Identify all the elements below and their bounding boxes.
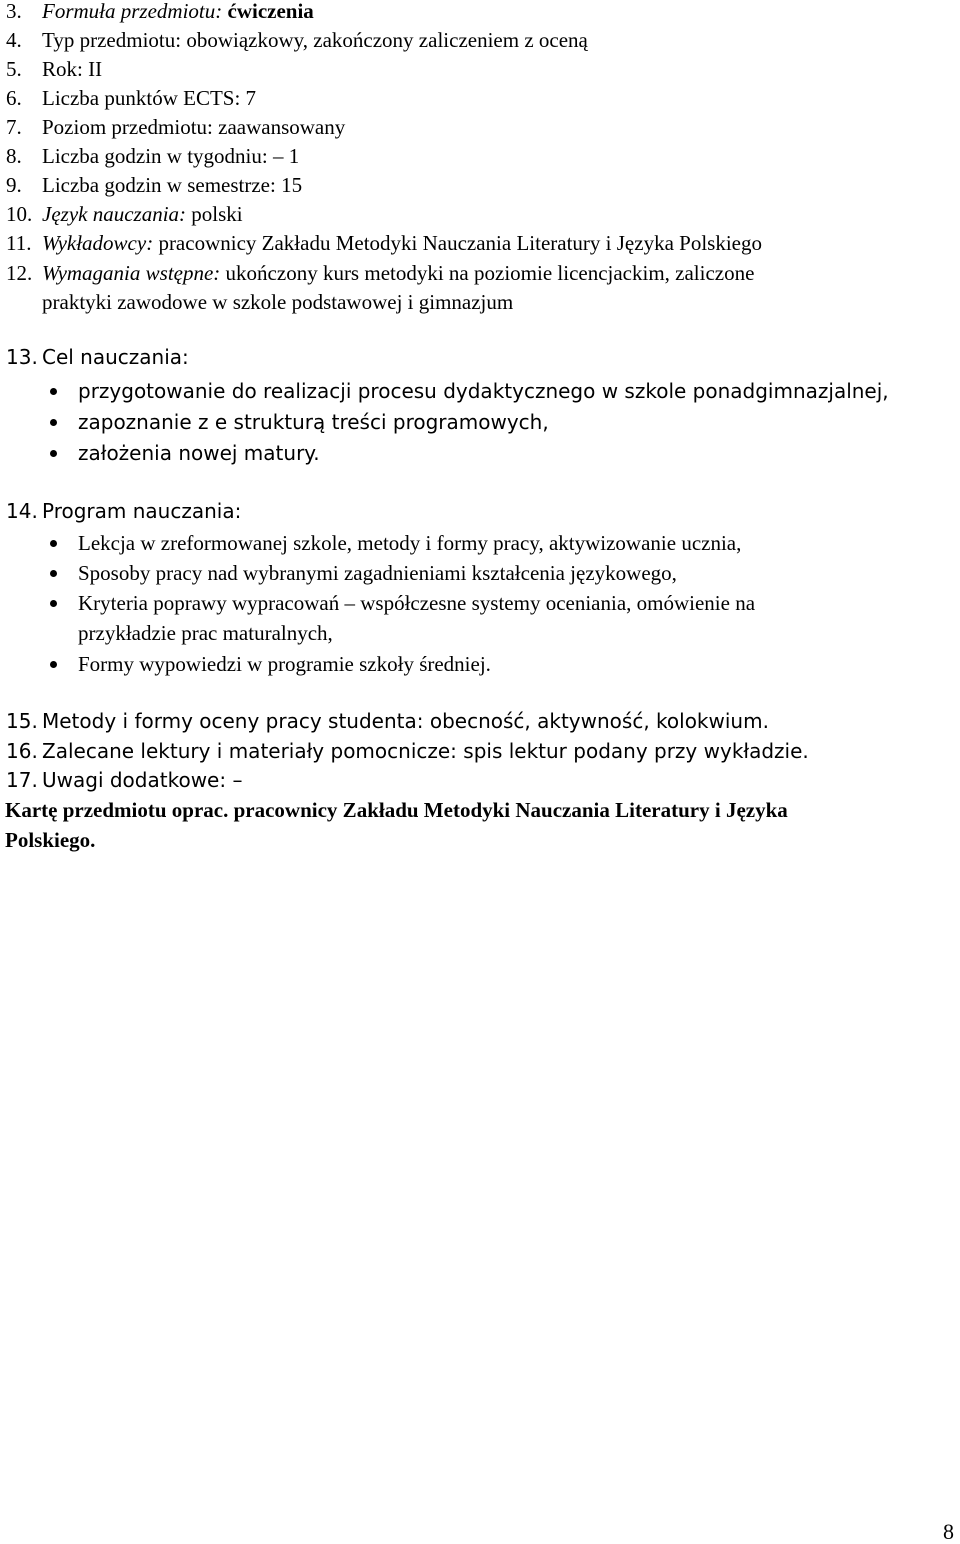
bullet-icon — [50, 661, 57, 668]
item-number: 15. — [6, 709, 38, 733]
bullet-icon — [50, 570, 57, 577]
item-label: Wymagania wstępne: — [42, 261, 221, 285]
item-text: Metody i formy oceny pracy studenta: obecność, aktywność, kolokwium. — [42, 709, 769, 733]
bullet-icon — [50, 540, 57, 547]
item-text: Uwagi dodatkowe: – — [42, 768, 243, 792]
bullet-icon — [50, 419, 57, 426]
item-number: 8. — [6, 144, 22, 168]
item-number: 10. — [6, 202, 33, 226]
item-value: pracownicy Zakładu Metodyki Nauczania Literatury i Języka Polskiego — [153, 231, 762, 255]
item-value: ćwiczenia — [227, 0, 314, 23]
page-number: 8 — [943, 1519, 954, 1544]
item-number: 3. — [6, 0, 22, 23]
item-label: Język nauczania: — [42, 202, 187, 226]
bullet-icon — [50, 600, 57, 607]
item-label: Formuła przedmiotu: — [42, 0, 223, 23]
item-value: polski — [186, 202, 243, 226]
section-heading: Program nauczania: — [42, 499, 242, 523]
item-number: 11. — [6, 231, 32, 255]
item-text: Typ przedmiotu: obowiązkowy, zakończony zaliczeniem z oceną — [42, 28, 588, 52]
item-number: 9. — [6, 173, 22, 197]
section-number: 13. — [6, 345, 38, 369]
item-text: Liczba godzin w semestrze: 15 — [42, 173, 303, 197]
item-number: 5. — [6, 57, 22, 81]
author-note-continuation: Polskiego. — [5, 828, 96, 852]
bullet-icon — [50, 388, 57, 395]
item-number: 16. — [6, 739, 38, 763]
item-text: Poziom przedmiotu: zaawansowany — [42, 115, 346, 139]
author-note: Kartę przedmiotu oprac. pracownicy Zakładu Metodyki Nauczania Literatury i Języka — [5, 798, 788, 822]
item-number: 17. — [6, 768, 38, 792]
bullet-icon — [50, 450, 57, 457]
item-text: Zalecane lektury i materiały pomocnicze: spis lektur podany przy wykładzie. — [42, 739, 809, 763]
item-number: 7. — [6, 115, 22, 139]
item-label: Wykładowcy: — [42, 231, 154, 255]
section-heading: Cel nauczania: — [42, 345, 189, 369]
item-text: Liczba godzin w tygodniu: – 1 — [42, 144, 300, 168]
item-text: Liczba punktów ECTS: 7 — [42, 86, 257, 110]
section-number: 14. — [6, 499, 38, 523]
item-number: 6. — [6, 86, 22, 110]
item-text: Rok: II — [42, 57, 103, 81]
item-number: 12. — [6, 261, 33, 285]
item-number: 4. — [6, 28, 22, 52]
item-value: ukończony kurs metodyki na poziomie licencjackim, zaliczone — [220, 261, 755, 285]
